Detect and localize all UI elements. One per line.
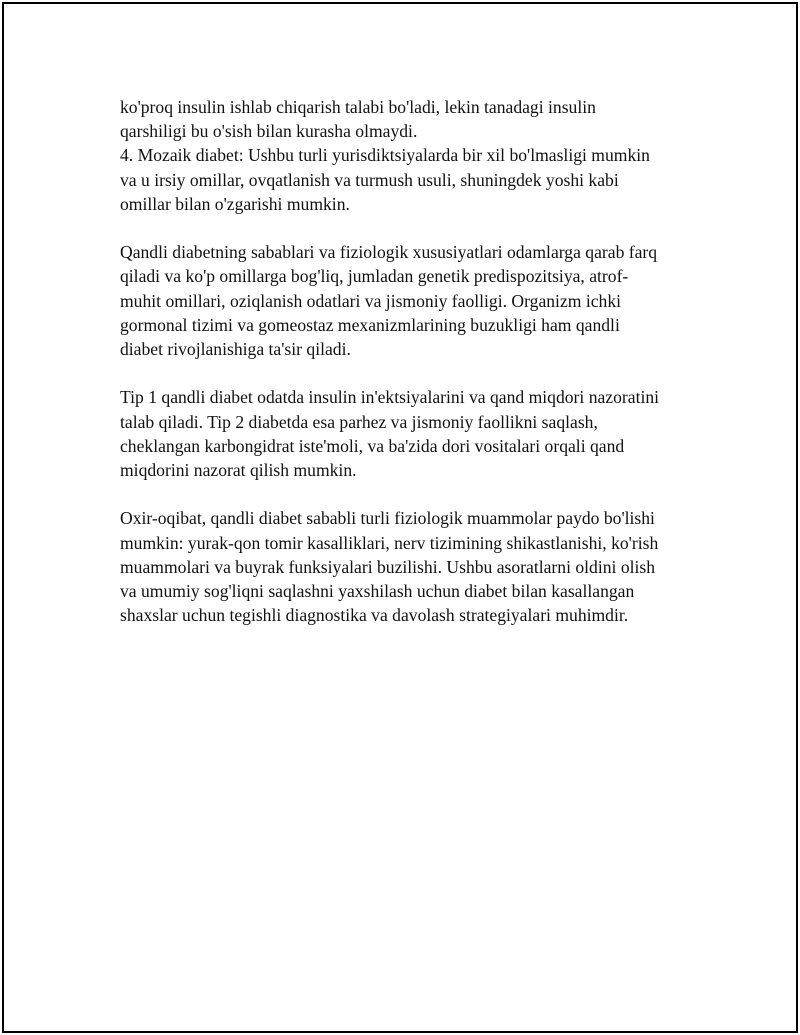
- text-line: diabet rivojlanishiga ta'sir qiladi.: [120, 339, 351, 360]
- paragraph-insulin-resistance: [120, 95, 695, 143]
- paragraph-treatment: [120, 385, 695, 482]
- text-line: shaxslar uchun tegishli diagnostika va davolash strategiyalari muhimdir.: [120, 605, 629, 626]
- text-line: ko'proq insulin ishlab chiqarish talabi bo'ladi, lekin tanadagi insulin: [120, 97, 596, 117]
- page-frame: [2, 2, 798, 1033]
- paragraph-causes: [120, 240, 695, 361]
- text-line: cheklangan karbongidrat iste'moli, va ba'zida dori vositalari orqali qand: [120, 435, 625, 456]
- text-line: Oxir-oqibat, qandli diabet sababli turli fiziologik muammolar paydo bo'lishi: [120, 508, 655, 529]
- text-line: muammolari va buyrak funksiyalari buzilishi. Ushbu asoratlarni oldini olish: [120, 556, 656, 577]
- text-line: muhit omillari, oziqlanish odatlari va jismoniy faolligi. Organizm ichki: [120, 290, 622, 311]
- text-line: Qandli diabetning sabablari va fiziologik xususiyatlari odamlarga qarab farq: [120, 242, 658, 263]
- text-line: va umumiy sog'liqni saqlashni yaxshilash uchun diabet bilan kasallangan: [120, 581, 635, 602]
- text-line: omillar bilan o'zgarishi mumkin.: [120, 193, 350, 214]
- text-line: qarshiligi bu o'sish bilan kurasha olmaydi.: [120, 121, 418, 142]
- text-line: qiladi va ko'p omillarga bog'liq, jumladan genetik predispozitsiya, atrof-: [120, 266, 629, 287]
- text-line: gormonal tizimi va gomeostaz mexanizmlarining buzukligi ham qandli: [120, 314, 620, 335]
- text-line: mumkin: yurak-qon tomir kasalliklari, nerv tizimining shikastlanishi, ko'rish: [120, 532, 659, 553]
- document-body: [120, 95, 695, 627]
- paragraph-mosaic-diabetes: [120, 143, 695, 216]
- text-line: Tip 1 qandli diabet odatda insulin in'ektsiyalarini va qand miqdori nazoratini: [120, 387, 660, 408]
- text-line: miqdorini nazorat qilish mumkin.: [120, 460, 357, 481]
- text-line: talab qiladi. Tip 2 diabetda esa parhez va jismoniy faollikni saqlash,: [120, 411, 598, 432]
- text-line: 4. Mozaik diabet: Ushbu turli yurisdiktsiyalarda bir xil bo'lmasligi mumkin: [120, 145, 650, 166]
- paragraph-complications: [120, 506, 695, 627]
- text-line: va u irsiy omillar, ovqatlanish va turmush usuli, shuningdek yoshi kabi: [120, 169, 619, 190]
